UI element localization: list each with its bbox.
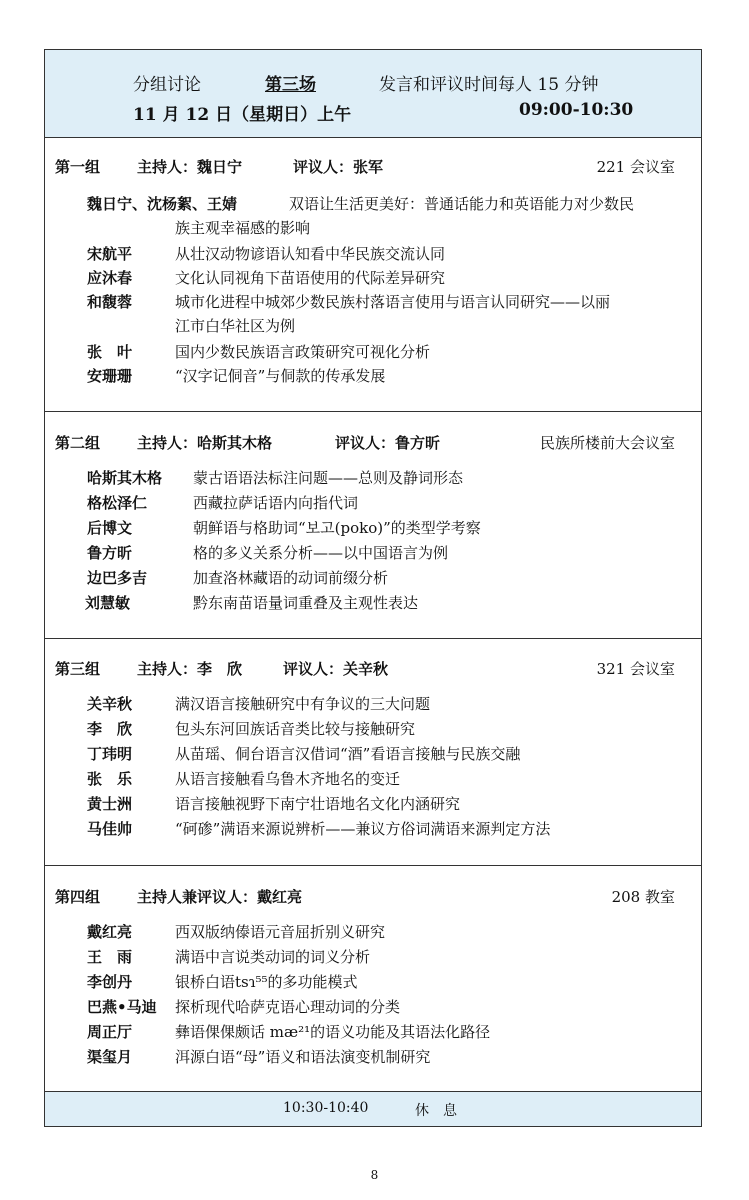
talk-title: 城市化进程中城郊少数民族村落语言使用与语言认同研究——以丽 [175,293,611,311]
talk-title: 洱源白语“母”语义和语法演变机制研究 [175,1048,431,1066]
talk-title: 满汉语言接触研究中有争议的三大问题 [175,695,431,713]
talk-speaker: 李创丹 [87,973,133,991]
talk-speaker: 周正厅 [87,1023,133,1041]
talk-title: 彝语倮倮颇话 mæ²¹的语义功能及其语法化路径 [175,1023,491,1041]
session-header [45,50,701,138]
talk-speaker: 宋航平 [87,245,133,263]
talk-title: 加查洛林藏语的动词前缀分析 [193,569,389,587]
talk-speaker: 马佳帅 [87,820,133,838]
talk-title-continued: 族主观幸福感的影响 [175,219,311,237]
talk-speaker: 格松泽仁 [87,494,148,512]
talk-speaker: 黄士洲 [87,795,133,813]
talk-title: 银桥白语tsɿ⁵⁵的多功能模式 [175,973,358,991]
session-time: 09:00-10:30 [519,100,634,120]
talk-speaker: 张 乐 [87,770,133,788]
talk-speaker: 渠玺月 [87,1048,133,1066]
talk-speaker: 戴红亮 [87,923,133,941]
session-label: 分组讨论 [133,75,201,95]
talk-title: 黔东南苗语量词重叠及主观性表达 [193,594,419,612]
talk-speaker: 边巴多吉 [87,569,148,587]
group-header [45,432,701,460]
session-name: 第三场 [265,75,316,95]
group-host: 主持人：魏日宁 [137,158,243,176]
talk-title: 蒙古语语法标注问题——总则及静词形态 [193,469,464,487]
group-name: 第一组 [55,158,101,176]
group-reviewer: 评议人：关辛秋 [283,660,389,678]
group-header [45,886,701,914]
group-room: 民族所楼前大会议室 [539,434,675,452]
talk-speaker: 巴燕•马迪 [87,998,157,1016]
group-header [45,156,701,184]
schedule-frame [44,49,702,1127]
talk-title: 格的多义关系分析——以中国语言为例 [193,544,449,562]
talk-title: 从语言接触看乌鲁木齐地名的变迁 [175,770,401,788]
page-number: 8 [370,1168,379,1182]
talk-title: 文化认同视角下苗语使用的代际差异研究 [175,269,446,287]
talk-title: 国内少数民族语言政策研究可视化分析 [175,343,431,361]
group-header [45,658,701,686]
talk-title: 西藏拉萨话语内向指代词 [193,494,359,512]
group-host: 主持人：李 欣 [137,660,243,678]
talk-title: 探析现代哈萨克语心理动词的分类 [175,998,401,1016]
time-rule: 发言和评议时间每人 15 分钟 [379,75,599,95]
talk-speaker: 应沐春 [87,269,133,287]
talk-title: “砢碜”满语来源说辨析——兼议方俗词满语来源判定方法 [175,820,551,838]
group-host: 主持人：哈斯其木格 [137,434,273,452]
group-divider [45,411,701,412]
talk-title: 语言接触视野下南宁壮语地名文化内涵研究 [175,795,461,813]
group-divider [45,865,701,866]
talk-speaker: 李 欣 [87,720,133,738]
session-date: 11 月 12 日（星期日）上午 [133,105,352,125]
talk-title: 朝鲜语与格助词“보고(poko)”的类型学考察 [193,519,481,537]
group-name: 第二组 [55,434,101,452]
talk-speaker: 关辛秋 [87,695,133,713]
talk-title: 满语中言说类动词的词义分析 [175,948,371,966]
talk-title: 从苗瑶、侗台语言汉借词“酒”看语言接触与民族交融 [175,745,521,763]
group-reviewer: 评议人：鲁方昕 [335,434,441,452]
talk-title-continued: 江市白华社区为例 [175,317,296,335]
talk-speaker: 鲁方昕 [87,544,133,562]
talk-speaker: 哈斯其木格 [87,469,163,487]
group-room: 221 会议室 [596,158,675,176]
talk-speaker: 张 叶 [87,343,133,361]
talk-title: 西双版纳傣语元音屈折别义研究 [175,923,386,941]
talk-title: 双语让生活更美好：普通话能力和英语能力对少数民 [289,195,635,213]
group-room: 208 教室 [611,888,675,906]
talk-speaker: 后博文 [87,519,133,537]
talk-speaker: 王 雨 [87,948,133,966]
talk-title: 从壮汉动物谚语认知看中华民族交流认同 [175,245,446,263]
group-reviewer: 评议人：张军 [293,158,384,176]
talk-speaker: 和馥蓉 [87,293,133,311]
group-room: 321 会议室 [596,660,675,678]
talk-title: “汉字记侗音”与侗款的传承发展 [175,367,386,385]
talk-title: 包头东河回族话音类比较与接触研究 [175,720,416,738]
group-divider [45,638,701,639]
talk-speaker: 丁玮明 [87,745,133,763]
talk-speaker: 安珊珊 [87,367,133,385]
talk-speaker: 刘慧敏 [85,594,131,612]
group-name: 第四组 [55,888,101,906]
talk-speaker: 魏日宁、沈杨絮、王婧 [87,195,238,213]
break-footer [45,1091,701,1126]
group-name: 第三组 [55,660,101,678]
break-label: 休 息 [415,1103,457,1119]
group-host: 主持人兼评议人：戴红亮 [137,888,303,906]
break-time: 10:30-10:40 [283,1100,369,1116]
